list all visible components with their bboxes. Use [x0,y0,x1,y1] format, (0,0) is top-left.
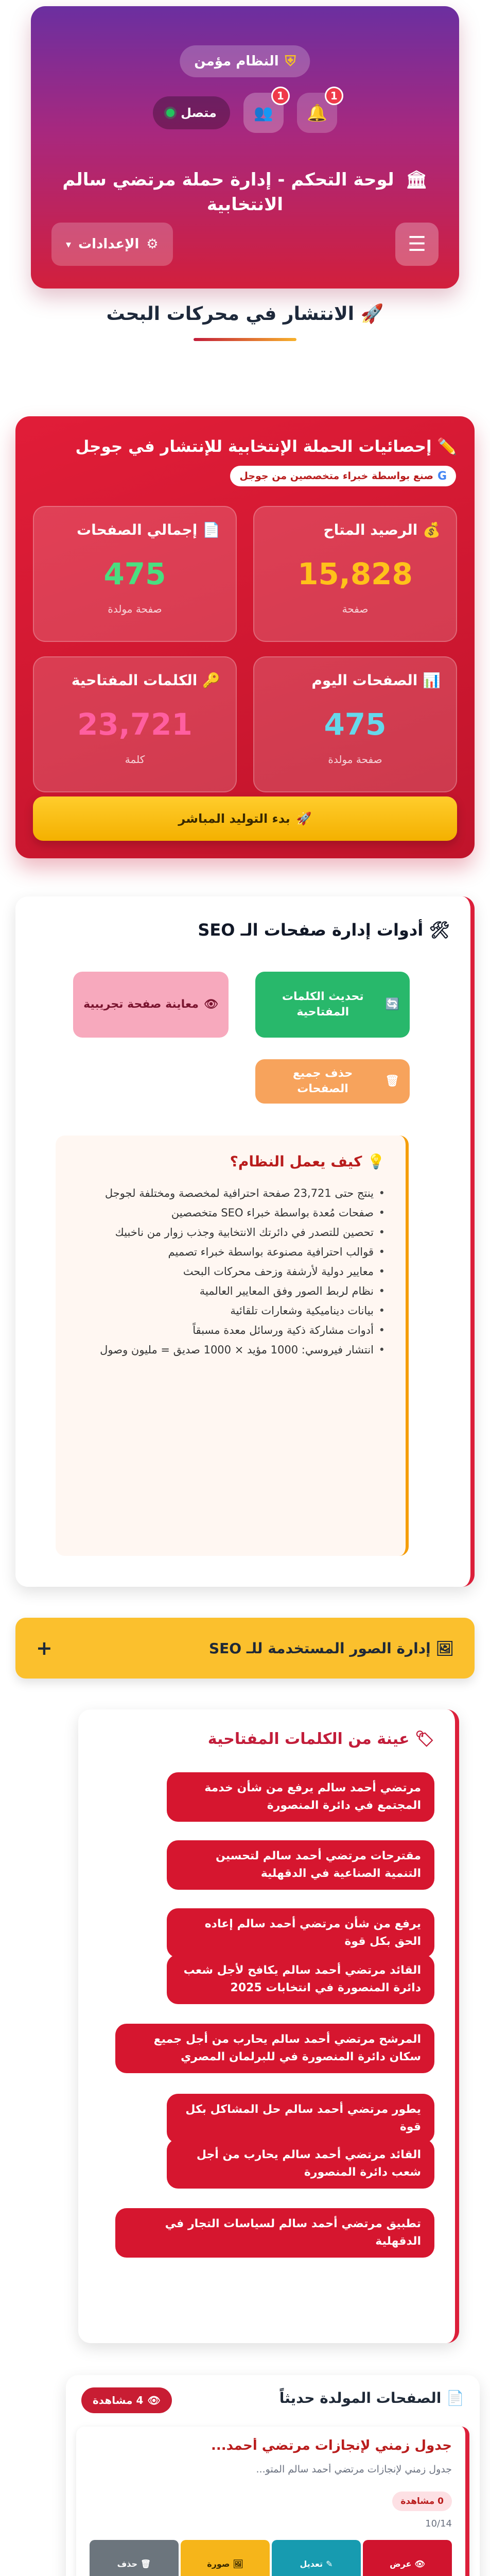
keyword-chip[interactable]: مرتضي أحمد سالم يرفع من شأن خدمة المجتمع في دائرة المنصورة [167,1772,434,1822]
rocket-icon: 🚀 [360,303,384,325]
image-icon: 🖼 [233,2558,243,2569]
how-it-works-box [56,1136,409,1556]
stat-unit: كلمة [125,753,145,766]
stat-label [265,672,441,689]
tools-icon: 🛠 [429,920,450,940]
keyword-chip[interactable]: تطبيق مرتضي أحمد سالم لسياسات التجار في الدقهلية [115,2208,434,2258]
edit-button[interactable] [272,2540,361,2576]
refresh-icon: 🔄 [385,998,399,1011]
rocket-icon: 🚀 [296,811,312,826]
stat-label [44,521,220,538]
keyword-chip[interactable]: يطور مرتضي أحمد سالم حل المشاكل بكل قوة [167,2094,434,2143]
keywords-title-text: عينة من الكلمات المفتاحية [207,1730,410,1748]
list-item: • تحصين للتصدر في دائرتك الانتخابية وجذب زوار من ناخبيك [71,1223,385,1242]
seo-tools-title-text: أدوات إدارة صفحات الـ SEO [198,920,424,940]
image-icon: 🖼 [435,1639,454,1657]
update-keywords-label: تحديث الكلمات المفتاحية [282,990,364,1019]
key-icon: 🔑 [202,672,220,689]
stat-unit: صفحة مولدة [328,753,382,766]
document-icon: 📄 [202,521,220,538]
how-it-works-list [71,1183,385,1360]
lightbulb-icon: 💡 [367,1153,385,1170]
messages-button[interactable] [243,90,284,133]
page-item-date: 10/14 [425,2518,452,2529]
edit-icon: ✎ [326,2558,333,2569]
start-generation-button[interactable] [33,796,457,841]
view-label: عرض [390,2558,412,2569]
connection-status [153,96,230,129]
how-it-works-title [71,1153,385,1170]
image-management-toggle[interactable] [15,1618,475,1679]
keyword-chip[interactable]: القائد مرتضي أحمد سالم يكافح لأجل شعب دائرة المنصورة في انتخابات 2025 [167,1955,434,2004]
delete-button[interactable] [90,2540,179,2576]
trash-icon: 🗑 [141,2558,151,2569]
delete-all-pages-label: حذف جميع الصفحات [292,1067,353,1095]
list-item: • نظام لربط الصور وفق المعايير العالمية [71,1281,385,1301]
stat-unit: صفحة مولدة [108,603,162,615]
stat-label-text: إجمالي الصفحات [77,521,198,538]
connection-label: متصل [181,106,217,120]
stat-keywords [33,656,237,792]
google-pill-text: صنع بواسطة خبراء متخصصين من جوجل [239,470,433,482]
generated-pages-card [66,2375,480,2576]
stat-pages-today [253,656,457,792]
preview-page-button[interactable] [73,972,229,1038]
start-generation-label: بدء التوليد المباشر [178,811,290,826]
settings-dropdown[interactable] [51,223,173,266]
user-icon: 👥 [254,104,273,122]
image-button[interactable] [181,2540,270,2576]
list-item: • انتشار فيروسي: 1000 مؤيد × 1000 صديق = مليون وصول [71,1340,385,1360]
pencil-icon: ✏️ [437,437,457,456]
list-item: • معايير دولية لأرشفة وزحف محركات البحث [71,1262,385,1281]
stat-label-text: الرصيد المتاح [323,521,418,538]
google-icon: G [437,469,447,483]
notifications-count: 1 [325,87,343,105]
stats-title [33,437,457,456]
views-badge-text: 4 مشاهدة [93,2394,144,2406]
eye-icon: 👁 [203,998,218,1011]
list-item: • صفحات مُعدة بواسطة خبراء SEO متخصصين [71,1203,385,1223]
page-item-actions [90,2540,452,2576]
stat-total-pages [33,506,237,642]
stat-value: 23,721 [77,707,192,742]
generated-page-item [76,2427,469,2576]
stats-title-text: إحصائيات الحملة الإنتخابية للإنتشار في جوجل [75,437,432,456]
messages-count: 1 [271,87,290,105]
online-dot-icon [166,109,174,117]
keyword-chip[interactable]: يرفع من شأن مرتضي أحمد سالم إعاده الحق بكل قوة [167,1908,434,1958]
google-pill [230,466,456,486]
chevron-down-icon: ▾ [66,238,72,250]
stat-label-text: الكلمات المفتاحية [71,672,198,689]
bell-icon: 🔔 [306,103,327,123]
generated-pages-title-text: الصفحات المولدة حديثاً [279,2389,442,2406]
image-management-title [209,1640,454,1657]
keyword-chip[interactable]: القائد مرتضي أحمد سالم يحارب من أجل شعب دائرة المنصورة [167,2139,434,2189]
plus-icon: + [36,1637,52,1659]
views-badge [81,2387,172,2413]
hamburger-icon: ☰ [408,232,426,256]
how-it-works-title-text: كيف يعمل النظام؟ [230,1153,362,1170]
document-icon: 📄 [446,2389,464,2406]
secure-badge [180,45,310,77]
coin-icon: 💰 [423,521,441,538]
status-row [31,90,459,133]
gear-icon: ⚙ [146,236,159,252]
stat-label [265,521,441,538]
update-keywords-button[interactable] [255,972,410,1038]
dashboard-header [31,6,459,289]
preview-page-label: معاينة صفحة تجريبية [83,998,199,1011]
notifications-button[interactable] [297,90,338,133]
menu-button[interactable] [395,223,439,266]
keyword-chip[interactable]: مقترحات مرتضي أحمد سالم لتحسين التنمية الصناعية في الدقهلية [167,1840,434,1890]
list-item: • قوالب احترافية مصنوعة بواسطة خبراء تصميم [71,1242,385,1262]
list-item: • أدوات مشاركة ذكية ورسائل معدة مسبقاً [71,1320,385,1340]
keyword-chip[interactable]: المرشح مرتضي أحمد سالم يحارب من أجل جميع سكان دائرة المنصورة في للبرلمان المصري [115,2024,434,2073]
list-item: • ينتج حتى 23,721 صفحة احترافية لمخصصة ومختلفة لجوجل [71,1183,385,1203]
image-management-title-text: إدارة الصور المستخدمة للـ SEO [209,1639,431,1657]
section-title [0,303,490,341]
view-button[interactable] [363,2540,452,2576]
tag-icon: 🏷 [414,1730,434,1748]
page-item-title[interactable]: جدول زمني لإنجازات مرتضي أحمد... [211,2438,452,2453]
seo-tools-card [15,896,475,1587]
secure-label: النظام مؤمن [194,54,279,69]
stat-label-text: الصفحات اليوم [311,672,418,689]
stat-value: 475 [103,556,166,591]
page-title [51,168,439,217]
bank-icon: 🏛 [405,170,428,190]
trash-icon: 🗑 [385,1075,399,1088]
edit-label: تعديل [300,2558,323,2569]
stat-label [44,672,220,689]
delete-label: حذف [117,2558,138,2569]
section-title-text: الانتشار في محركات البحث [106,303,355,325]
stat-value: 15,828 [297,556,413,591]
stat-available-balance [253,506,457,642]
shield-icon: ⛨ [285,53,296,70]
eye-icon: 👁 [147,2394,161,2406]
stats-card [15,416,475,858]
generated-pages-title [279,2389,464,2406]
image-label: صورة [207,2558,230,2569]
page-item-views: 0 مشاهدة [392,2492,452,2511]
settings-label: الإعدادات [78,236,139,252]
delete-all-pages-button[interactable] [255,1059,410,1104]
chart-icon: 📊 [423,672,441,689]
page-title-text: لوحة التحكم - إدارة حملة مرتضي سالم الانتخابية [62,170,394,215]
keywords-sample-card [78,1709,459,2343]
page-item-subtitle: جدول زمني لإنجازات مرتضي أحمد سالم المتو... [256,2464,452,2475]
stat-unit: صفحة [342,603,369,615]
stat-value: 475 [324,707,387,742]
eye-icon: 👁 [414,2558,425,2569]
seo-tools-title [198,920,450,940]
keywords-title [208,1730,434,1748]
list-item: • بيانات ديناميكية وشعارات تلقائية [71,1301,385,1320]
